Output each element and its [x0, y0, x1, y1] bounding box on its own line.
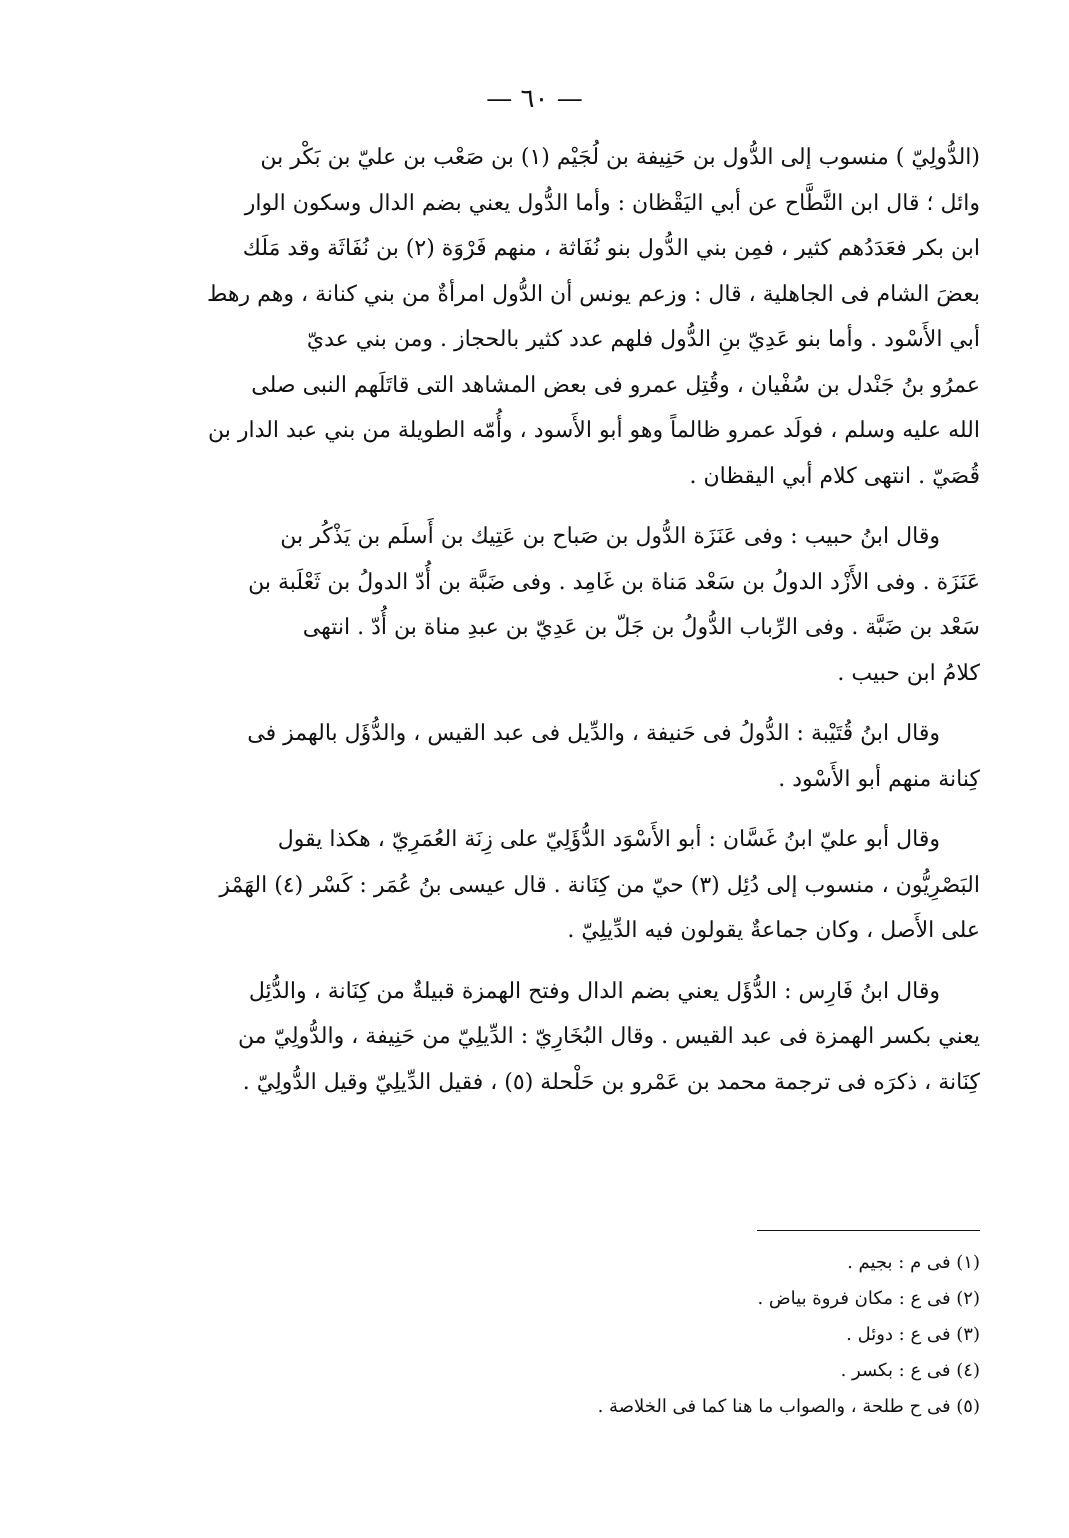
- paragraph-2: [90, 514, 980, 696]
- text-line: أبي الأَسْود . وأما بنو عَدِيّ بنِ الدُّول فلهم عدد كثير بالحجاز . ومن بني عديّ: [306, 327, 980, 352]
- text-line: كِنانة منهم أبو الأَسْود .: [778, 766, 980, 792]
- text-line: كلامُ ابن حبيب .: [837, 660, 980, 686]
- text-line: وقال ابنُ فَارِس : الدُّؤَل يعني بضم الدال وفتح الهمزة قبيلةٌ من كِنَانة ، والدُّئِل: [248, 978, 940, 1004]
- text-line: وقال ابنُ قُتَيْبة : الدُّولُ فى حَنيفة ، والدِّيل فى عبد القيس ، والدُّؤَل بالهمز فى: [247, 721, 940, 746]
- footnote: (٢) فى ع : مكان فروة بياض .: [757, 1288, 980, 1309]
- text-line: ابن بكر فعَدَدُهم كثير ، فمِن بني الدُّول بنو نُفَاثة ، منهم فَرْوَة (٢) بن نُفَاثَة وقد مَلَك: [242, 236, 980, 261]
- text-line: عمرُو بنُ جَنْدل بن سُفْيان ، وقُتِل عمرو فى بعض المشاهد التى قاتَلَهم النبى صلى: [251, 372, 980, 398]
- paragraph-4: [90, 817, 980, 954]
- footnotes: [90, 1245, 980, 1425]
- text-line: (الدُّولِيّ ) منسوب إلى الدُّول بن حَنِيفة بن لُجَيْم (١) بن صَعْب بن عليّ بن بَكْر بن: [260, 145, 980, 170]
- footnote: (٣) فى ع : دوئل .: [846, 1324, 980, 1345]
- paragraph-1: [90, 135, 980, 499]
- paragraph-3: [90, 711, 980, 802]
- text-line: على الأَصل ، وكان جماعةٌ يقولون فيه الدِّيلِيّ .: [567, 918, 980, 943]
- footnote: (٤) فى ع : بكسر .: [840, 1360, 980, 1381]
- footnote: (٥) فى ح طلحة ، والصواب ما هنا كما فى الخلاصة .: [597, 1396, 980, 1417]
- text-line: البَصْرِيُّون ، منسوب إلى دُئِل (٣) حيّ من كِنَانة . قال عيسى بنُ عُمَر : كَسْر (٤) الهَمْز: [219, 872, 980, 898]
- text-line: بعضَ الشام فى الجاهلية ، قال : وزعم يونس أن الدُّول امرأةٌ من بني كنانة ، وهم رهط: [207, 281, 980, 307]
- text-line: وقال ابنُ حبيب : وفى عَنَزَة الدُّول بن صَباح بن عَتِيك بن أَسلَم بن يَذْكُر بن: [280, 524, 940, 549]
- main-text: [90, 135, 980, 1120]
- text-line: كِنَانة ، ذكرَه فى ترجمة محمد بن عَمْرو بن حَلْحلة (٥) ، فقيل الدِّيلِيّ وقيل الدُّولِيّ .: [242, 1069, 980, 1095]
- text-line: يعني بكسر الهمزة فى عبد القيس . وقال البُخَارِيّ : الدِّيلِيّ من حَنِيفة ، والدُّولِيّ من: [238, 1024, 980, 1049]
- text-line: قُصَيّ . انتهى كلام أبي اليقظان .: [689, 463, 980, 489]
- text-line: سَعْد بن ضَبَّة . وفى الرِّباب الدُّولُ بن جَلّ بن عَدِيّ بن عبدِ مناة بن أُدّ . انتهى: [302, 615, 980, 640]
- page-number: — ٦٠ —: [486, 84, 583, 114]
- text-line: وائل ؛ قال ابن النَّطَّاح عن أبي اليَقْظان : وأما الدُّول يعني بضم الدال وسكون الوار: [244, 190, 980, 216]
- text-line: عَنَزَة . وفى الأَزْد الدولُ بن سَعْد مَناة بن غَامِد . وفى ضَبَّة بن أُدّ الدولُ بن ثَعْلَبة بن: [248, 569, 980, 595]
- footnote-divider: [757, 1230, 980, 1231]
- text-line: الله عليه وسلم ، فولَد عمرو ظالماً وهو أبو الأَسود ، وأُمّه الطويلة من بني عبد الدار بن: [208, 418, 980, 443]
- paragraph-5: [90, 969, 980, 1106]
- footnote: (١) فى م : بجيم .: [847, 1252, 980, 1273]
- text-line: وقال أبو عليّ ابنُ غَسَّان : أبو الأَسْوَد الدُّؤَلِيّ على زِنَة العُمَرِيّ ، هكذا يقول: [277, 827, 940, 852]
